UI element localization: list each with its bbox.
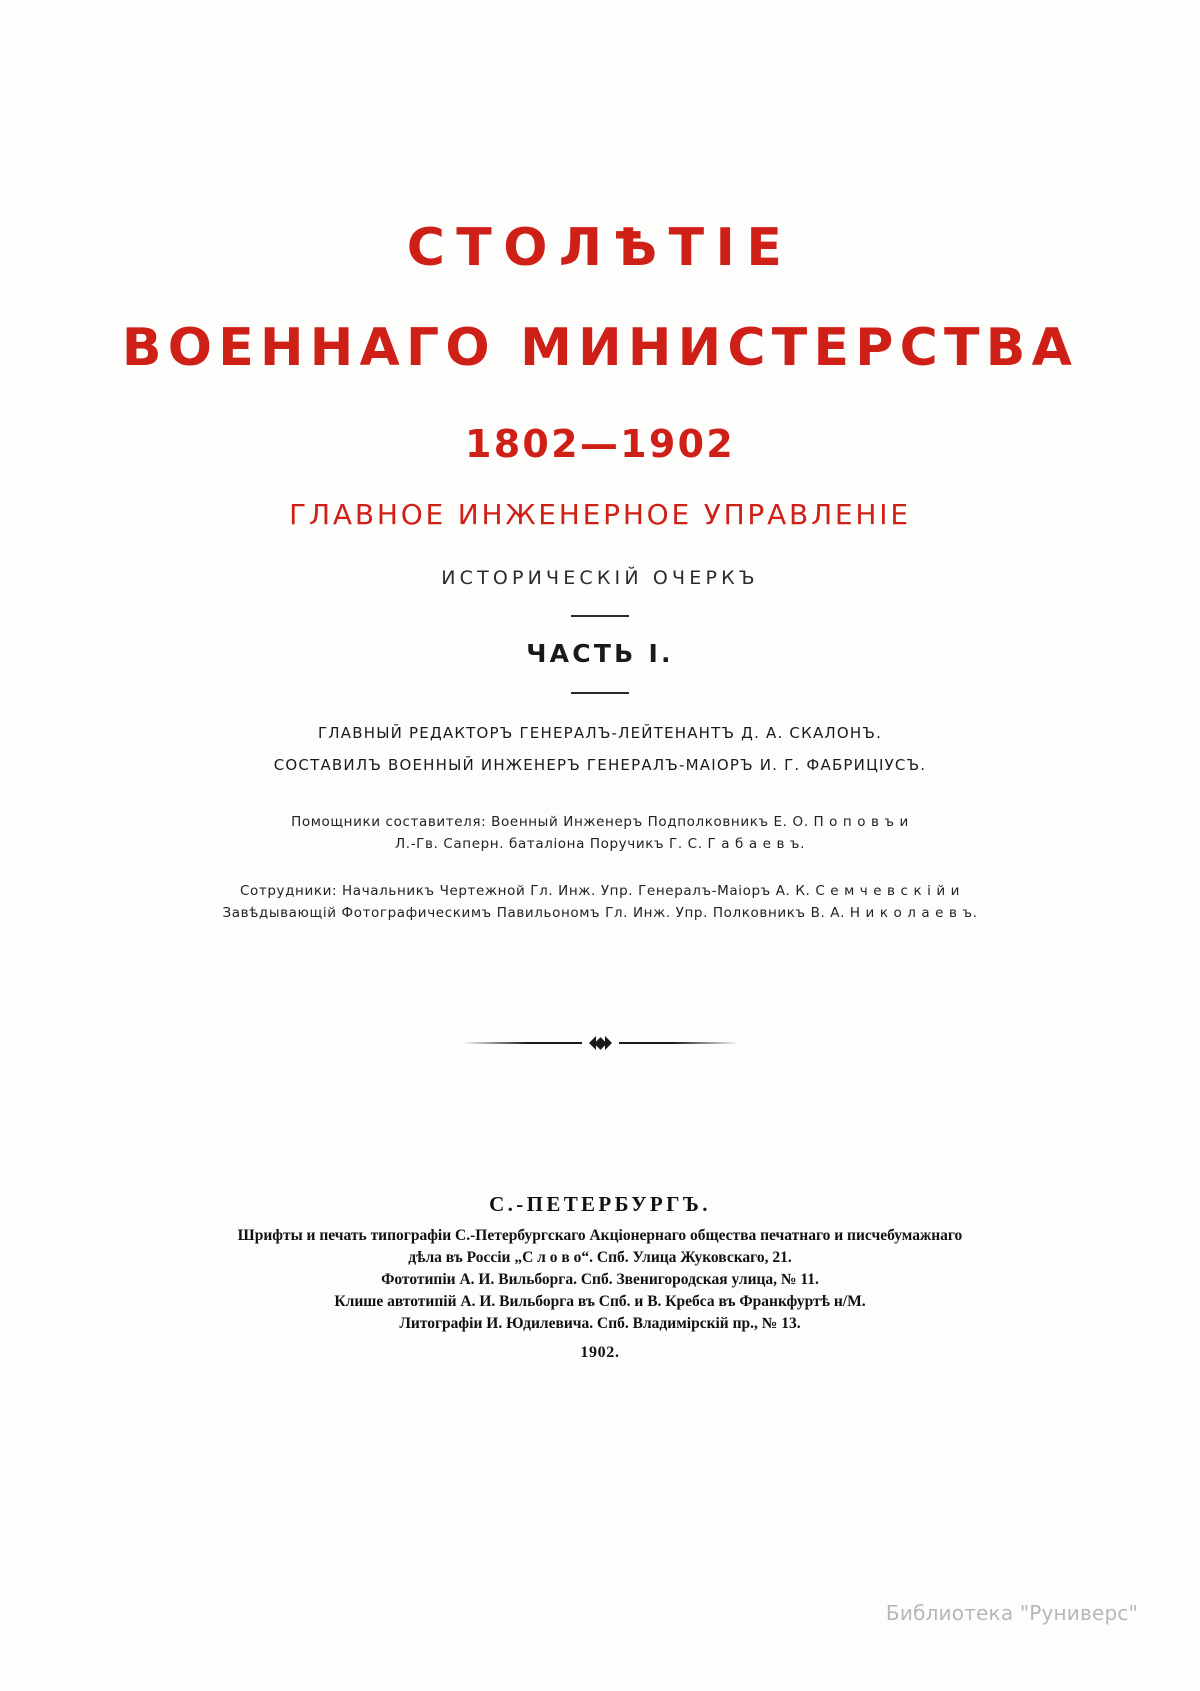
ornament-divider-icon bbox=[0, 1034, 1200, 1052]
page-title-line-2: ВОЕННАГО МИНИСТЕРСТВА bbox=[121, 318, 1079, 378]
page-title-line-1: СТОЛѢТІЕ bbox=[406, 218, 794, 278]
imprint-line: Литографіи И. Юдилевича. Спб. Владимірскій пр., № 13. bbox=[399, 1315, 801, 1333]
imprint-lines bbox=[0, 1225, 1200, 1335]
divider-rule-top bbox=[571, 615, 629, 617]
imprint-line: дѣла въ Россіи „С л о в о“. Спб. Улица Жуковскаго, 21. bbox=[408, 1249, 792, 1267]
credit-assistants-line-2: Л.-Гв. Саперн. баталіона Поручикъ Г. С. Г а б а е в ъ. bbox=[395, 835, 805, 852]
imprint-line: Шрифты и печать типографіи С.-Петербургскаго Акціонернаго общества печатнаго и писчебумажнаго bbox=[237, 1227, 963, 1245]
title-department: ГЛАВНОЕ ИНЖЕНЕРНОЕ УПРАВЛЕНІЕ bbox=[289, 498, 911, 531]
imprint-year: 1902. bbox=[580, 1344, 620, 1362]
imprint-block bbox=[0, 1192, 1200, 1362]
credit-compiler: СОСТАВИЛЪ ВОЕННЫЙ ИНЖЕНЕРЪ ГЕНЕРАЛЪ-МАІОРЪ И. Г. ФАБРИЦІУСЪ. bbox=[273, 756, 927, 774]
title-kind: ИСТОРИЧЕСКІЙ ОЧЕРКЪ bbox=[441, 567, 759, 589]
imprint-line: Фототипіи А. И. Вильборга. Спб. Звенигородская улица, № 11. bbox=[381, 1271, 819, 1289]
credit-assistants bbox=[0, 812, 1200, 855]
ornament-bar-right bbox=[619, 1042, 739, 1044]
imprint-line: Клише автотипій А. И. Вильборга въ Спб. и В. Кребса въ Франкфуртѣ н/М. bbox=[334, 1293, 866, 1311]
credit-collaborators-line-1: Сотрудники: Начальникъ Чертежной Гл. Инж. Упр. Генералъ-Маіоръ А. К. С е м ч е в с к і й и bbox=[239, 883, 961, 900]
credit-collaborators-line-2: Завѣдывающій Фотографическимъ Павильономъ Гл. Инж. Упр. Полковникъ В. А. Н и к о л а е в ъ. bbox=[222, 904, 978, 921]
credit-editor: ГЛАВНЫЙ РЕДАКТОРЪ ГЕНЕРАЛЪ-ЛЕЙТЕНАНТЪ Д. А. СКАЛОНЪ. bbox=[317, 724, 883, 742]
divider-rule-bottom bbox=[571, 692, 629, 694]
title-years: 1802—1902 bbox=[464, 422, 736, 466]
credit-assistants-line-1: Помощники составителя: Военный Инженеръ Подполковникъ Е. О. П о п о в ъ и bbox=[291, 814, 909, 830]
ornament-bar-left bbox=[462, 1042, 582, 1044]
credit-collaborators bbox=[0, 881, 1200, 924]
imprint-city: С.-ПЕТЕРБУРГЪ. bbox=[489, 1192, 711, 1217]
title-part: ЧАСТЬ I. bbox=[526, 639, 674, 668]
library-watermark: Библиотека "Руниверс" bbox=[885, 1601, 1138, 1625]
